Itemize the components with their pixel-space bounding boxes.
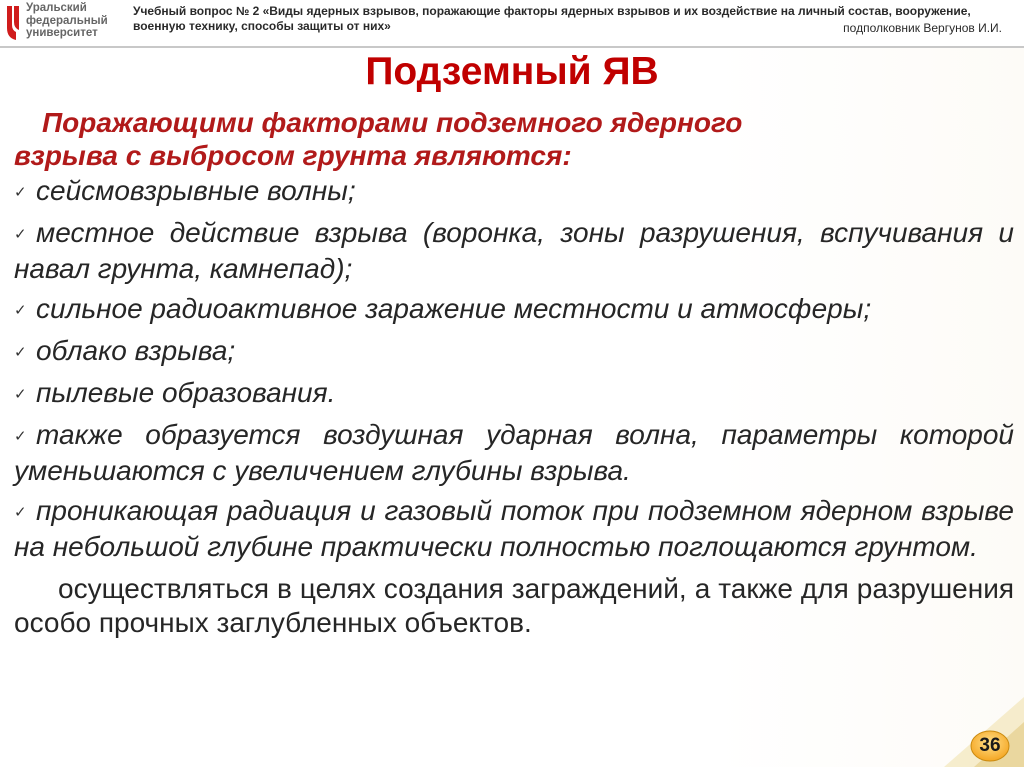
university-logo bbox=[4, 2, 124, 42]
check-icon: ✓ bbox=[14, 504, 27, 521]
list-item-text: сейсмовзрывные волны; bbox=[36, 175, 356, 206]
logo-text bbox=[26, 2, 108, 40]
slide-title: Подземный ЯВ bbox=[365, 50, 659, 93]
check-icon: ✓ bbox=[14, 184, 27, 201]
list-item-text: местное действие взрыва (воронка, зоны разрушения, вспучивания и навал грунта, камнепад); bbox=[14, 217, 1014, 284]
page-number-badge bbox=[970, 729, 1010, 763]
list-item bbox=[14, 334, 1014, 370]
closing-paragraph bbox=[14, 572, 1014, 640]
slide-header bbox=[0, 0, 1024, 48]
check-icon: ✓ bbox=[14, 386, 27, 403]
list-item-text: облако взрыва; bbox=[36, 335, 236, 366]
check-icon: ✓ bbox=[14, 428, 27, 445]
list-item bbox=[14, 376, 1014, 412]
list-item bbox=[14, 292, 1014, 328]
list-item bbox=[14, 494, 1014, 564]
list-item-text: сильное радиоактивное заражение местности и атмосферы; bbox=[36, 293, 872, 324]
closing-text: осуществляться в целях создания заграждений, а также для разрушения особо прочных заглубленных объектов. bbox=[14, 573, 1014, 638]
logo-line: федеральный bbox=[26, 14, 108, 27]
list-item bbox=[14, 174, 1014, 210]
factor-list bbox=[14, 174, 1014, 564]
intro-line: взрыва с выбросом грунта являются: bbox=[14, 140, 572, 171]
list-item bbox=[14, 418, 1014, 488]
check-icon: ✓ bbox=[14, 226, 27, 243]
list-item-text: пылевые образования. bbox=[36, 377, 336, 408]
list-item-text: также образуется воздушная ударная волна, параметры которой уменьшаются с увеличением глубины взрыва. bbox=[14, 419, 1014, 486]
author-name: подполковник Вергунов И.И. bbox=[843, 21, 1002, 35]
page-number: 36 bbox=[979, 735, 1001, 756]
logo-mark-icon bbox=[4, 4, 22, 42]
logo-line: Уральский bbox=[26, 2, 87, 14]
lesson-question-title: Учебный вопрос № 2 «Виды ядерных взрывов, поражающие факторы ядерных взрывов и их воздействие на личный состав, вооружение, военную технику, способы защиты от них» bbox=[133, 4, 971, 33]
check-icon: ✓ bbox=[14, 302, 27, 319]
check-icon: ✓ bbox=[14, 344, 27, 361]
slide-body bbox=[14, 106, 1014, 640]
logo-line: университет bbox=[26, 27, 98, 39]
intro-line: Поражающими факторами подземного ядерного bbox=[42, 107, 743, 138]
list-item-text: проникающая радиация и газовый поток при подземном ядерном взрыве на небольшой глубине практически полностью поглощаются грунтом. bbox=[14, 495, 1014, 562]
list-item bbox=[14, 216, 1014, 286]
intro-heading bbox=[14, 106, 1014, 172]
